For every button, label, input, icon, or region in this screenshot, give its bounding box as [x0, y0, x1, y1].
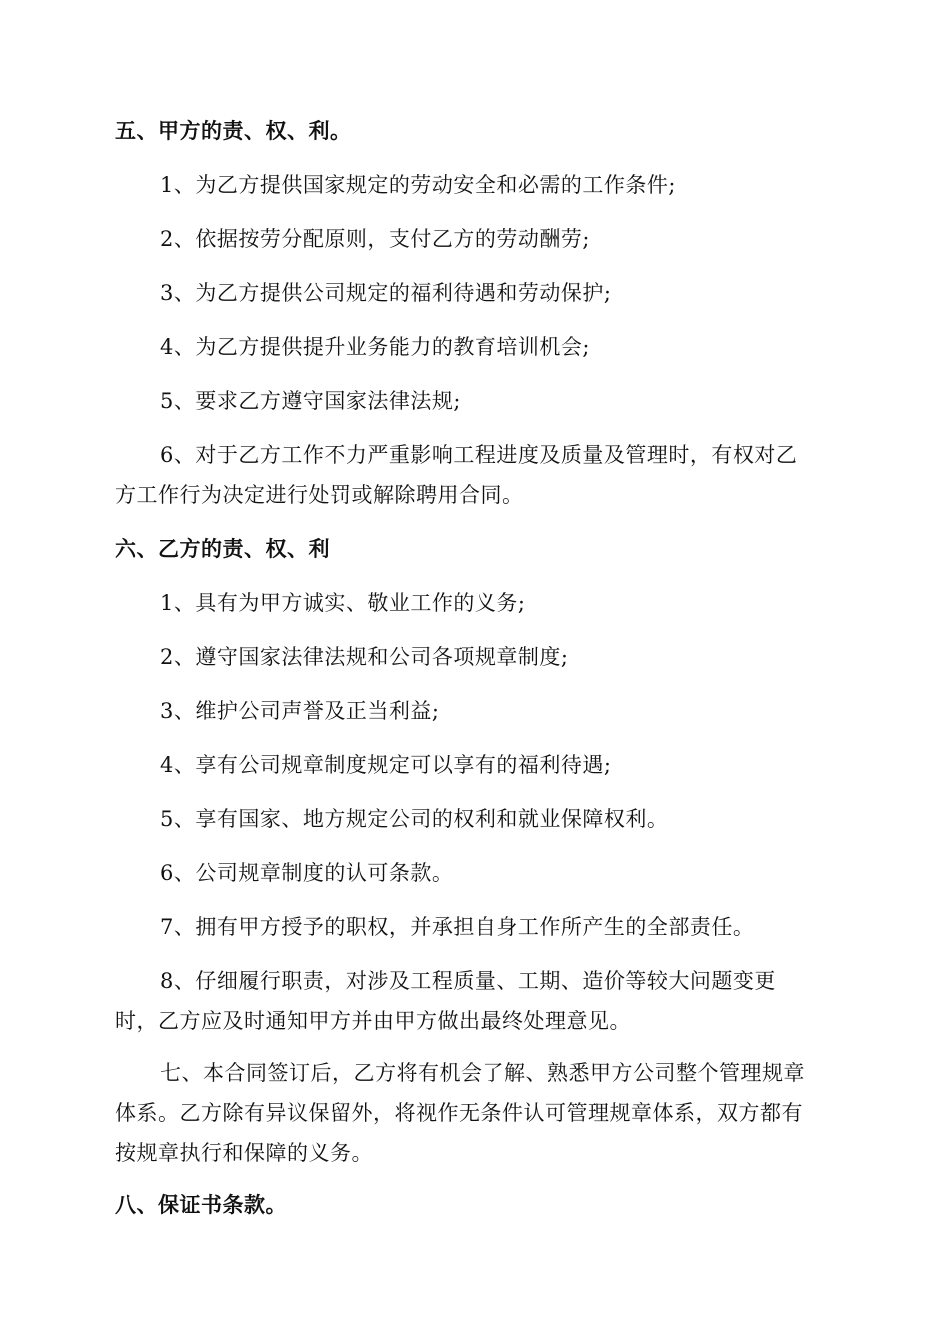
section-8-heading: 八、保证书条款。 [115, 1192, 287, 1217]
section-6-item-1: 1、具有为甲方诚实、敬业工作的义务; [160, 591, 526, 615]
section-6-item-5: 5、享有国家、地方规定公司的权利和就业保障权利。 [160, 807, 669, 831]
section-7-line-1: 七、本合同签订后，乙方将有机会了解、熟悉甲方公司整个管理规章 [160, 1061, 805, 1085]
section-5-item-1: 1、为乙方提供国家规定的劳动安全和必需的工作条件; [160, 173, 676, 197]
section-5-item-3: 3、为乙方提供公司规定的福利待遇和劳动保护; [160, 281, 612, 305]
section-5-item-2: 2、依据按劳分配原则，支付乙方的劳动酬劳; [160, 227, 590, 251]
section-5-heading: 五、甲方的责、权、利。 [115, 118, 352, 143]
section-6-item-6: 6、公司规章制度的认可条款。 [160, 861, 454, 885]
section-6-item-8-line-1: 8、仔细履行职责，对涉及工程质量、工期、造价等较大问题变更 [160, 969, 776, 993]
section-6-item-3: 3、维护公司声誉及正当利益; [160, 699, 440, 723]
section-5-item-6-line-1: 6、对于乙方工作不力严重影响工程进度及质量及管理时，有权对乙 [160, 443, 798, 467]
section-6-item-2: 2、遵守国家法律法规和公司各项规章制度; [160, 645, 569, 669]
section-6-item-7: 7、拥有甲方授予的职权，并承担自身工作所产生的全部责任。 [160, 915, 755, 939]
section-7-line-3: 按规章执行和保障的义务。 [115, 1141, 373, 1165]
section-6-heading: 六、乙方的责、权、利 [115, 536, 330, 561]
section-5-item-6-line-2: 方工作行为决定进行处罚或解除聘用合同。 [115, 483, 524, 507]
section-5-item-5: 5、要求乙方遵守国家法律法规; [160, 389, 461, 413]
section-6-item-4: 4、享有公司规章制度规定可以享有的福利待遇; [160, 753, 612, 777]
section-5-item-4: 4、为乙方提供提升业务能力的教育培训机会; [160, 335, 590, 359]
section-7-line-2: 体系。乙方除有异议保留外，将视作无条件认可管理规章体系，双方都有 [115, 1101, 803, 1125]
section-6-item-8-line-2: 时，乙方应及时通知甲方并由甲方做出最终处理意见。 [115, 1009, 631, 1033]
